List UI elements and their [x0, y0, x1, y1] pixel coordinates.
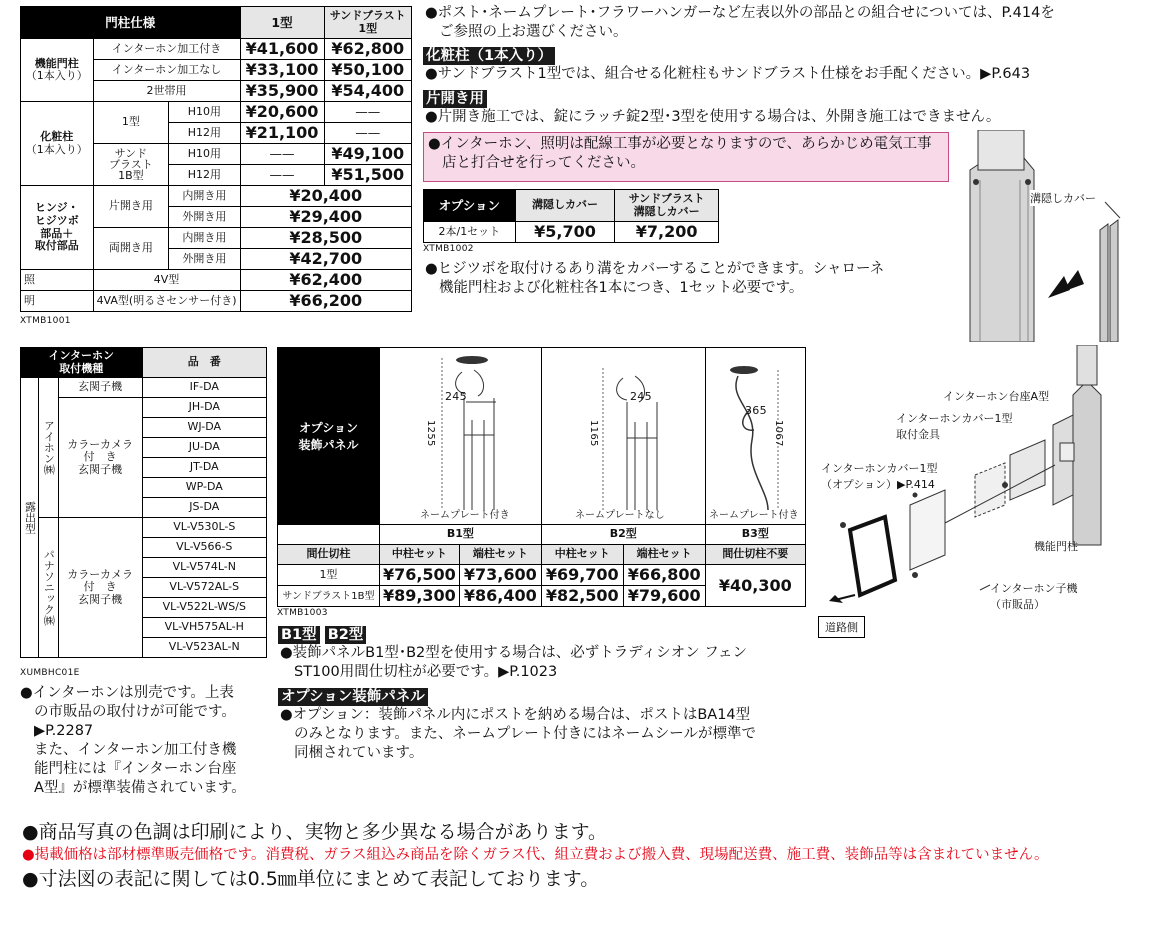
- price: ¥73,600: [459, 565, 541, 586]
- dim-365: 365: [745, 404, 767, 417]
- price: ¥89,300: [379, 586, 459, 607]
- header-b1: B1型: [379, 525, 541, 545]
- row-label: 2本/1セット: [424, 222, 516, 243]
- row-label: インターホン加工付き: [93, 39, 240, 60]
- header-b3: B3型: [705, 525, 805, 545]
- group-hinge: ヒンジ・ ヒジツボ 部品＋ 取付部品: [21, 186, 94, 270]
- price: ¥49,100: [324, 144, 412, 165]
- price: ¥41,600: [240, 39, 324, 60]
- price: ¥29,400: [240, 207, 412, 228]
- part-number: JU-DA: [142, 438, 266, 458]
- row-label: 4V型: [93, 270, 240, 291]
- row-label-sandblast: サンド ブラスト 1B型: [93, 144, 169, 186]
- dim-245: 245: [445, 390, 467, 403]
- header-type1: 1型: [240, 7, 324, 39]
- gate-pillar-price-table: [20, 6, 412, 312]
- table-code: XTMB1002: [423, 244, 474, 254]
- part-number: IF-DA: [142, 378, 266, 398]
- price: ¥62,800: [324, 39, 412, 60]
- tag-b1: B1型 B2型: [278, 624, 366, 644]
- row-label-color-camera: カラーカメラ 付 き 玄関子機: [58, 518, 142, 658]
- row-label: 2世帯用: [93, 81, 240, 102]
- tag-decorative-pillar: 化粧柱（1本入り）: [423, 45, 555, 65]
- row-label-light: 照: [21, 270, 94, 291]
- intercom-model-table: [20, 347, 267, 658]
- row-label: サンドブラスト1B型: [278, 586, 380, 607]
- panel-b1-drawing: [382, 350, 538, 520]
- note-groove-cover: ●ヒジツボを取付けるあり溝をカバーすることができます。シャローネ 機能門柱および化粧柱各1本につき、1セット必要です。: [425, 261, 885, 296]
- price: ¥82,500: [541, 586, 623, 607]
- col-center-set: 中柱セット: [541, 545, 623, 565]
- header-b2: B2型: [541, 525, 705, 545]
- footer-note-price: ●掲載価格は部材標準販売価格です。消費税、ガラス組込み商品を除くガラス代、組立費および搬入費、現場配送費、施工費、装飾品等は含まれていません。: [22, 847, 1049, 863]
- label-intercom-cover-option: インターホンカバー1型 （オプション）▶P.414: [821, 462, 938, 491]
- price: ¥7,200: [615, 222, 719, 243]
- col-end-set: 端柱セット: [459, 545, 541, 565]
- header-sandblast-groove-cover: サンドブラスト 溝隠しカバー: [615, 190, 719, 222]
- row-label: 内開き用: [169, 186, 240, 207]
- group-decorative-pillar: 化粧柱 （1本入り）: [21, 102, 94, 186]
- table-code: XUMBHC01E: [20, 668, 80, 678]
- row-label: 1型: [278, 565, 380, 586]
- header-intercom-models: インターホン 取付機種: [21, 348, 143, 378]
- panel-b2-drawing: [545, 350, 703, 520]
- price: ¥76,500: [379, 565, 459, 586]
- panel-b2-name: ネームプレートなし: [575, 510, 665, 521]
- price: ——: [240, 165, 324, 186]
- price: ¥28,500: [240, 228, 412, 249]
- price: ¥66,800: [623, 565, 705, 586]
- dim-245: 245: [630, 390, 652, 403]
- dim-1255: 1255: [425, 420, 436, 447]
- table-code: XTMB1003: [277, 608, 328, 618]
- price: ¥33,100: [240, 60, 324, 81]
- price: ¥62,400: [240, 270, 412, 291]
- row-label: 外開き用: [169, 207, 240, 228]
- price: ¥79,600: [623, 586, 705, 607]
- part-number: WP-DA: [142, 478, 266, 498]
- group-function-pillar: 機能門柱 （1本入り）: [21, 39, 94, 102]
- note-b-panels: ●装飾パネルB1型･B2型を使用する場合は、必ずトラディシオン フェン ST100用間仕切柱が必要です。▶P.1023: [280, 645, 747, 680]
- row-label: 片開き用: [93, 186, 169, 228]
- price: ¥51,500: [324, 165, 412, 186]
- price: ——: [324, 123, 412, 144]
- note-wiring: ●インターホン、照明は配線工事が必要となりますので、あらかじめ電気工事 店と打合せを行ってください。: [423, 132, 949, 182]
- footer-note-dimension: ●寸法図の表記に関しては0.5㎜単位にまとめて表記しております。: [22, 868, 600, 890]
- col-center-set: 中柱セット: [379, 545, 459, 565]
- price: ¥66,200: [240, 291, 412, 312]
- footer-note-color: ●商品写真の色調は印刷により、実物と多少異なる場合があります。: [22, 821, 608, 843]
- tag-option-panel: オプション装飾パネル: [278, 686, 428, 706]
- note-intercom: ●インターホンは別売です。上表 の市販品の取付けが可能です。 ▶P.2287 また、インターホン加工付き機 能門柱には『インターホン台座 A型』が標準装備されています。: [20, 685, 246, 796]
- header-sandblast: サンドブラスト 1型: [324, 7, 412, 39]
- row-label: 間仕切柱: [278, 545, 380, 565]
- header-option: オプション: [424, 190, 516, 222]
- price: ¥54,400: [324, 81, 412, 102]
- row-label: H12用: [169, 123, 240, 144]
- groove-cover-label: 溝隠しカバー: [1030, 192, 1096, 205]
- groove-cover-illustration: [960, 130, 1169, 342]
- row-label: H10用: [169, 144, 240, 165]
- part-number: VL-V530L-S: [142, 518, 266, 538]
- row-label: H12用: [169, 165, 240, 186]
- row-label-light: 明: [21, 291, 94, 312]
- price: ——: [324, 102, 412, 123]
- table-code: XTMB1001: [20, 316, 71, 326]
- row-label: 外開き用: [169, 249, 240, 270]
- dim-1067: 1067: [773, 420, 784, 447]
- decorative-panel-label: オプション 装飾パネル: [278, 348, 379, 524]
- row-label: 内開き用: [169, 228, 240, 249]
- note-combination: ●ポスト･ネームプレート･フラワーハンガーなど左表以外の部品との組合せについては、P.414を ご参照の上お選びください。: [425, 5, 1055, 40]
- part-number: VL-V523AL-N: [142, 638, 266, 658]
- maker-aiphone: アイホン㈱: [38, 378, 58, 518]
- label-intercom-unit: インターホン子機 （市販品）: [990, 582, 1078, 611]
- part-number: VL-V572AL-S: [142, 578, 266, 598]
- note-single-door: ●片開き施工では、錠にラッチ錠2型･3型を使用する場合は、外開き施工はできません。: [425, 109, 1001, 125]
- part-number: JH-DA: [142, 398, 266, 418]
- label-intercom-cover: インターホンカバー1型 取付金具: [896, 412, 1013, 441]
- panel-b3-name: ネームプレート付き: [709, 510, 799, 521]
- row-label: 玄関子機: [58, 378, 142, 398]
- dim-1165: 1165: [588, 420, 599, 447]
- row-label: H10用: [169, 102, 240, 123]
- decorative-panel-price-table: [277, 524, 806, 607]
- part-number: WJ-DA: [142, 418, 266, 438]
- price: ¥20,400: [240, 186, 412, 207]
- part-number: VL-V566-S: [142, 538, 266, 558]
- row-label: 両開き用: [93, 228, 169, 270]
- part-number: VL-V522L-WS/S: [142, 598, 266, 618]
- row-label: 1型: [93, 102, 169, 144]
- col-not-needed: 間仕切柱不要: [705, 545, 805, 565]
- header-groove-cover: 溝隠しカバー: [515, 190, 615, 222]
- note-sandblast: ●サンドブラスト1型では、組合せる化粧柱もサンドブラスト仕様をお手配ください。▶P.643: [425, 66, 1031, 82]
- price: ¥40,300: [705, 565, 805, 607]
- row-label: 4VA型(明るさセンサー付き): [93, 291, 240, 312]
- price: ¥5,700: [515, 222, 615, 243]
- price: ¥21,100: [240, 123, 324, 144]
- price: ¥86,400: [459, 586, 541, 607]
- price: ¥35,900: [240, 81, 324, 102]
- col-end-set: 端柱セット: [623, 545, 705, 565]
- price: ——: [240, 144, 324, 165]
- part-number: JT-DA: [142, 458, 266, 478]
- header-spec: 門柱仕様: [21, 7, 241, 39]
- price: ¥20,600: [240, 102, 324, 123]
- price: ¥50,100: [324, 60, 412, 81]
- groove-cover-price-table: [423, 189, 719, 243]
- panel-b3-drawing: [708, 350, 804, 520]
- header-part-number: 品 番: [142, 348, 266, 378]
- label-function-pillar: 機能門柱: [1034, 540, 1078, 553]
- row-label-color-camera: カラーカメラ 付 き 玄関子機: [58, 398, 142, 518]
- label-road-side: 道路側: [818, 616, 865, 638]
- maker-panasonic: パナソニック㈱: [38, 518, 58, 658]
- tag-single-door: 片開き用: [423, 88, 487, 108]
- panel-b1-name: ネームプレート付き: [420, 510, 510, 521]
- note-option-panel: ●オプション：装飾パネル内にポストを納める場合は、ポストはBA14型 のみとなります。また、ネームプレート付きにはネームシールが標準で 同梱されています。: [280, 707, 756, 761]
- label-intercom-base: インターホン台座A型: [943, 390, 1050, 403]
- part-number: JS-DA: [142, 498, 266, 518]
- row-label: インターホン加工なし: [93, 60, 240, 81]
- exposed-type-label: 露出型: [21, 378, 39, 658]
- part-number: VL-V574L-N: [142, 558, 266, 578]
- price: ¥69,700: [541, 565, 623, 586]
- part-number: VL-VH575AL-H: [142, 618, 266, 638]
- price: ¥42,700: [240, 249, 412, 270]
